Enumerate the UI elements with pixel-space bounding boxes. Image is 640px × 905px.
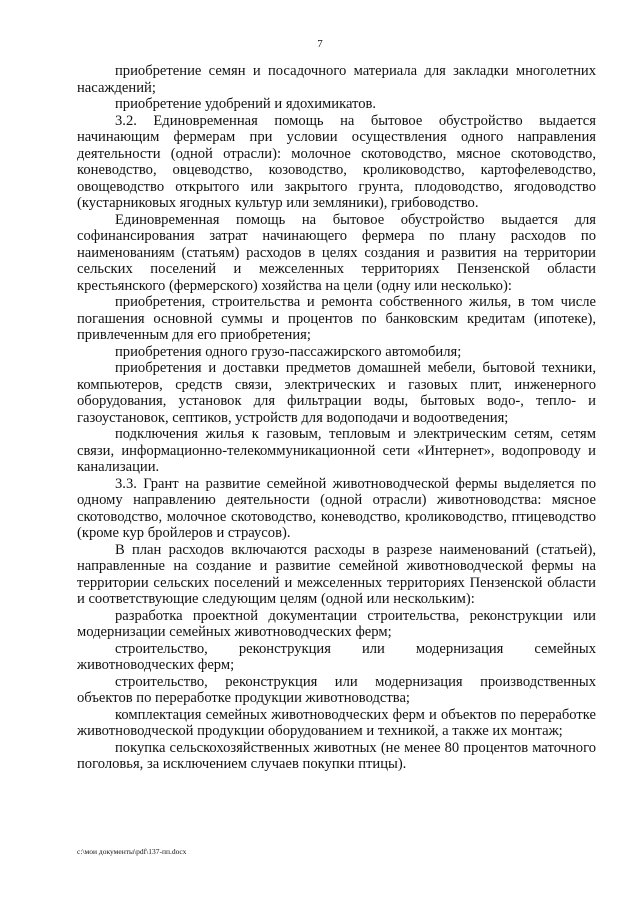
paragraph: 3.2. Единовременная помощь на бытовое обустройство выдается начинающим фермерам при условии осуществления одного направления деятельности (одной отрасли): молочное скотоводство, мясное скотоводство, коневодство, овцеводство, козоводство, кролиководство, картофелеводство, овощеводство открытого или закрытого грунта, плодоводство, ягодоводство (кустарниковых ягодных культур или земляники), грибоводство. bbox=[77, 112, 596, 211]
paragraph: подключения жилья к газовым, тепловым и электрическим сетям, сетям связи, информационно-телекоммуникационной сети «Интернет», водопроводу и канализации. bbox=[77, 426, 596, 475]
paragraph: приобретение удобрений и ядохимикатов. bbox=[115, 96, 377, 112]
footer-file-path: c:\мои документы\pdf\137-пп.docx bbox=[77, 847, 187, 856]
paragraph: приобретения, строительства и ремонта собственного жилья, в том числе погашения основной суммы и процентов по банковским кредитам (ипотеке), привлеченным для его приобретения; bbox=[77, 294, 596, 343]
document-body bbox=[77, 63, 596, 773]
paragraph: покупка сельскохозяйственных животных (не менее 80 процентов маточного поголовья, за исключением случаев покупки птицы). bbox=[77, 739, 596, 772]
paragraph: В план расходов включаются расходы в разрезе наименований (статьей), направленные на создание и развитие семейной животноводческой фермы на территории сельских поселений и межселенных территориях Пензенской области и соответствующие следующим целям (одной или нескольким): bbox=[77, 541, 596, 607]
paragraph: приобретение семян и посадочного материала для закладки многолетних насаждений; bbox=[77, 63, 596, 96]
paragraph: строительство, реконструкция или модернизация производственных объектов по переработке продукции животноводства; bbox=[77, 673, 596, 706]
paragraph: комплектация семейных животноводческих ферм и объектов по переработке животноводческой продукции оборудованием и техникой, а также их монтаж; bbox=[77, 706, 596, 739]
paragraph: приобретения и доставки предметов домашней мебели, бытовой техники, компьютеров, средств связи, электрических и газовых плит, инженерного оборудования, установок для фильтрации воды, бытовых водо-, тепло- и газоустановок, септиков, устройств для водоподачи и водоотведения; bbox=[77, 360, 596, 426]
paragraph: приобретения одного грузо-пассажирского автомобиля; bbox=[115, 343, 462, 360]
paragraph: Единовременная помощь на бытовое обустройство выдается для софинансирования затрат начинающего фермера по плану расходов по наименованиям (статьям) расходов в целях создания и развития на территории сельских поселений и межселенных территориях Пензенской области крестьянского (фермерского) хозяйства на цели (одну или несколько): bbox=[77, 211, 596, 294]
page-number: 7 bbox=[317, 38, 323, 50]
paragraph: 3.3. Грант на развитие семейной животноводческой фермы выделяется по одному направлению деятельности (одной отрасли) животноводства: мясное скотоводство, молочное скотоводство, коневодство, кролиководство, птицеводство (кроме кур бройлеров и страусов). bbox=[77, 475, 596, 541]
paragraph: строительство, реконструкция или модернизация семейных животноводческих ферм; bbox=[77, 640, 596, 673]
paragraph: разработка проектной документации строительства, реконструкции или модернизации семейных животноводческих ферм; bbox=[77, 607, 596, 640]
